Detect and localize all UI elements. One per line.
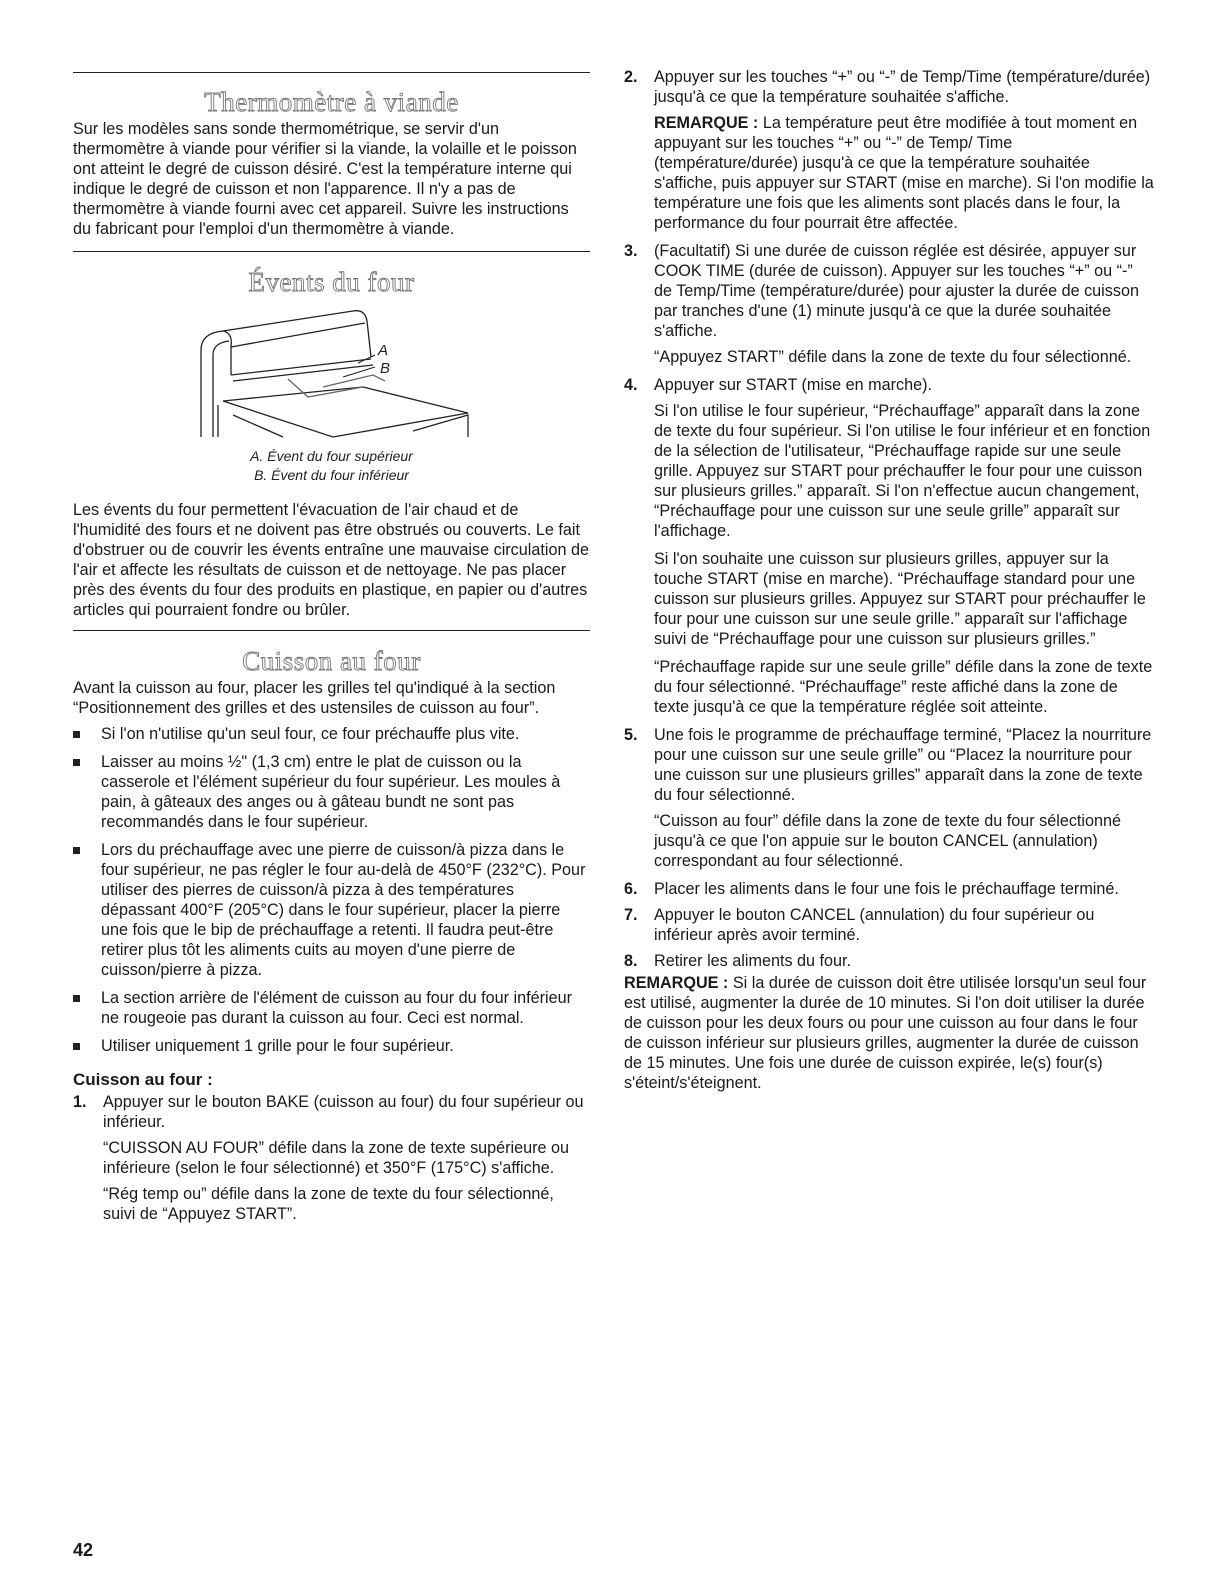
- left-column: [73, 0, 590, 1224]
- bullet-marker: [73, 1043, 80, 1050]
- step-1-detail: “Rég temp ou” défile dans la zone de texte du four sélectionné, suivi de “Appuyez START”.: [103, 1185, 554, 1223]
- step-6: 6. Placer les aliments dans le four une fois le préchauffage terminé.: [624, 880, 1119, 898]
- step-4: 4. Appuyer sur START (mise en marche).: [624, 376, 932, 394]
- step-5: 5. Une fois le programme de préchauffage terminé, “Placez la nourriture pour une cuisson sur une seule grille” ou “Placez la nourriture pour une cuisson sur une plusieurs grilles” apparaît dans la zone de texte du four sélectionné.: [624, 726, 1152, 804]
- bullet-marker: [73, 759, 80, 766]
- step-number: 3.: [624, 242, 638, 260]
- cuisson-intro: Avant la cuisson au four, placer les grilles tel qu'indiqué à la section “Positionnement des grilles et des ustensiles de cuisson au four”.: [73, 679, 556, 717]
- oven-vent-illustration: [73, 305, 590, 441]
- bullet-marker: [73, 731, 80, 738]
- step-3-detail: “Appuyez START” défile dans la zone de texte du four sélectionné.: [654, 348, 1132, 366]
- subheading-cuisson: Cuisson au four :: [73, 1070, 213, 1089]
- section-title-thermometre: Thermomètre à viande: [204, 87, 459, 117]
- step-2-note: REMARQUE : La température peut être modifiée à tout moment en appuyant sur les touches “+” ou “-” de Temp/ Time (température/durée) jusqu'à ce que la température souhaitée s'affiche, puis appuyer sur START (mise en marche). Si l'on modifie la température une fois que les aliments sont placés dans le four, la performance du four pourrait être affectée.: [654, 114, 1154, 232]
- step-8: 8. Retirer les aliments du four.: [624, 952, 852, 970]
- step-number: 4.: [624, 376, 638, 394]
- step-5-detail: “Cuisson au four” défile dans la zone de texte du four sélectionné jusqu'à ce que l'on appuie sur le bouton CANCEL (annulation) correspondant au four sélectionné.: [654, 812, 1122, 870]
- list-item: Lors du préchauffage avec une pierre de cuisson/à pizza dans le four supérieur, ne pas régler le four au-delà de 450°F (232°C). Pour utiliser des pierres de cuisson/à pizza à des températures dépassant 400°F (205°C) dans le four supérieur, placer la pierre une fois que le bip de préchauffage a retenti. Il faudra peut-être retirer plus tôt les aliments cuits au moyen d'une pierre de cuisson/pierre à pizza.: [73, 840, 590, 980]
- step-4-detail: Si l'on utilise le four supérieur, “Préchauffage” apparaît dans la zone de texte du four supérieur. Si l'on utilise le four inférieur et en fonction de la sélection de l'utilisateur, “Préchauffage rapide sur une seule grille. Appuyez sur START pour préchauffer le four pour une cuisson sur plusieurs grilles.” apparaît. Si l'on n'effectue aucun changement, “Préchauffage pour une cuisson sur une seule grille” apparaît sur l'affichage.: [654, 402, 1151, 540]
- step-2: 2. Appuyer sur les touches “+” ou “-” de Temp/Time (température/durée) jusqu'à ce que la température souhaitée s'affiche.: [624, 68, 1151, 106]
- section-divider: [73, 251, 590, 252]
- step-number: 1.: [73, 1093, 87, 1111]
- figure-label-b: B: [380, 360, 391, 377]
- cuisson-bullet-list: [73, 724, 590, 1056]
- section-title-cuisson: Cuisson au four: [242, 646, 421, 676]
- figure-label-a: A: [378, 342, 389, 359]
- step-number: 8.: [624, 952, 638, 970]
- events-body: Les évents du four permettent l'évacuation de l'air chaud et de l'humidité des fours et ne doivent pas être obstrués ou couverts. Le fait d'obstruer ou de couvrir les évents entraîne une mauvaise circulation de l'air et affecte les résultats de cuisson et de nettoyage. Ne pas placer près des évents du four des produits en plastique, en papier ou d'autres articles qui pourraient fondre ou brûler.: [73, 501, 589, 619]
- step-number: 5.: [624, 726, 638, 744]
- list-item: Laisser au moins ½" (1,3 cm) entre le plat de cuisson ou la casserole et l'élément supérieur du four supérieur. Les moules à pain, à gâteaux des anges ou à gâteau bundt ne sont pas recommandés dans le four supérieur.: [73, 752, 590, 832]
- step-7: 7. Appuyer le bouton CANCEL (annulation) du four supérieur ou inférieur après avoir terminé.: [624, 906, 1095, 944]
- step-3: 3. (Facultatif) Si une durée de cuisson réglée est désirée, appuyer sur COOK TIME (durée de cuisson). Appuyer sur les touches “+” ou “-” de Temp/Time (température/durée) pour ajuster la durée de cuisson par tranches d'une (1) minute jusqu'à ce que la durée souhaitée s'affiche.: [624, 242, 1139, 340]
- note-label: REMARQUE :: [624, 974, 729, 992]
- caption-b: B. Évent du four inférieur: [254, 467, 409, 483]
- section-title-events: Évents du four: [248, 267, 415, 297]
- step-1-detail: “CUISSON AU FOUR” défile dans la zone de texte supérieure ou inférieure (selon le four sélectionné) et 350°F (175°C) s'affiche.: [103, 1139, 570, 1177]
- step-1: 1. Appuyer sur le bouton BAKE (cuisson au four) du four supérieur ou inférieur.: [73, 1093, 584, 1131]
- step-4-detail: Si l'on souhaite une cuisson sur plusieurs grilles, appuyer sur la touche START (mise en marche). “Préchauffage standard pour une cuisson sur plusieurs grilles. Appuyez sur START pour préchauffer le four pour une cuisson sur une seule grille.” apparaît sur l'affichage suivi de “Préchauffage pour une cuisson sur plusieurs grilles.”: [654, 550, 1146, 648]
- oven-vent-figure: [73, 305, 590, 441]
- step-number: 2.: [624, 68, 638, 86]
- list-item: Si l'on n'utilise qu'un seul four, ce four préchauffe plus vite.: [73, 724, 590, 744]
- step-number: 6.: [624, 880, 638, 898]
- step-4-detail: “Préchauffage rapide sur une seule grille” défile dans la zone de texte du four sélectionné. “Préchauffage” reste affiché dans la zone de texte jusqu'à ce que la température réglée soit atteinte.: [654, 658, 1153, 716]
- section-divider: [73, 630, 590, 631]
- list-item: La section arrière de l'élément de cuisson au four du four inférieur ne rougeoie pas durant la cuisson au four. Ceci est normal.: [73, 988, 590, 1028]
- note-label: REMARQUE :: [654, 114, 759, 132]
- caption-a: A. Évent du four supérieur: [250, 448, 413, 464]
- section-divider: [73, 72, 590, 73]
- page-number: 42: [73, 1540, 94, 1560]
- list-item: Utiliser uniquement 1 grille pour le four supérieur.: [73, 1036, 590, 1056]
- right-column: [624, 0, 1154, 1093]
- step-number: 7.: [624, 906, 638, 924]
- thermometre-body: Sur les modèles sans sonde thermométrique, se servir d'un thermomètre à viande pour vérifier si la viande, la volaille et le poisson ont atteint le degré de cuisson désiré. C'est la température interne qui indique le degré de cuisson et non l'apparence. Il n'y a pas de thermomètre à viande fourni avec cet appareil. Suivre les instructions du fabricant pour l'emploi d'un thermomètre à viande.: [73, 120, 577, 238]
- bullet-marker: [73, 995, 80, 1002]
- final-note: REMARQUE : Si la durée de cuisson doit être utilisée lorsqu'un seul four est utilisé, augmenter la durée de 10 minutes. Si l'on doit utiliser la durée de cuisson pour les deux fours ou pour une cuisson au four dans le four de cuisson inférieur sur plusieurs grilles, augmenter la durée de cuisson de 15 minutes. Une fois une durée de cuisson expirée, le(s) four(s) s'éteint/s'éteignent.: [624, 974, 1147, 1092]
- bullet-marker: [73, 847, 80, 854]
